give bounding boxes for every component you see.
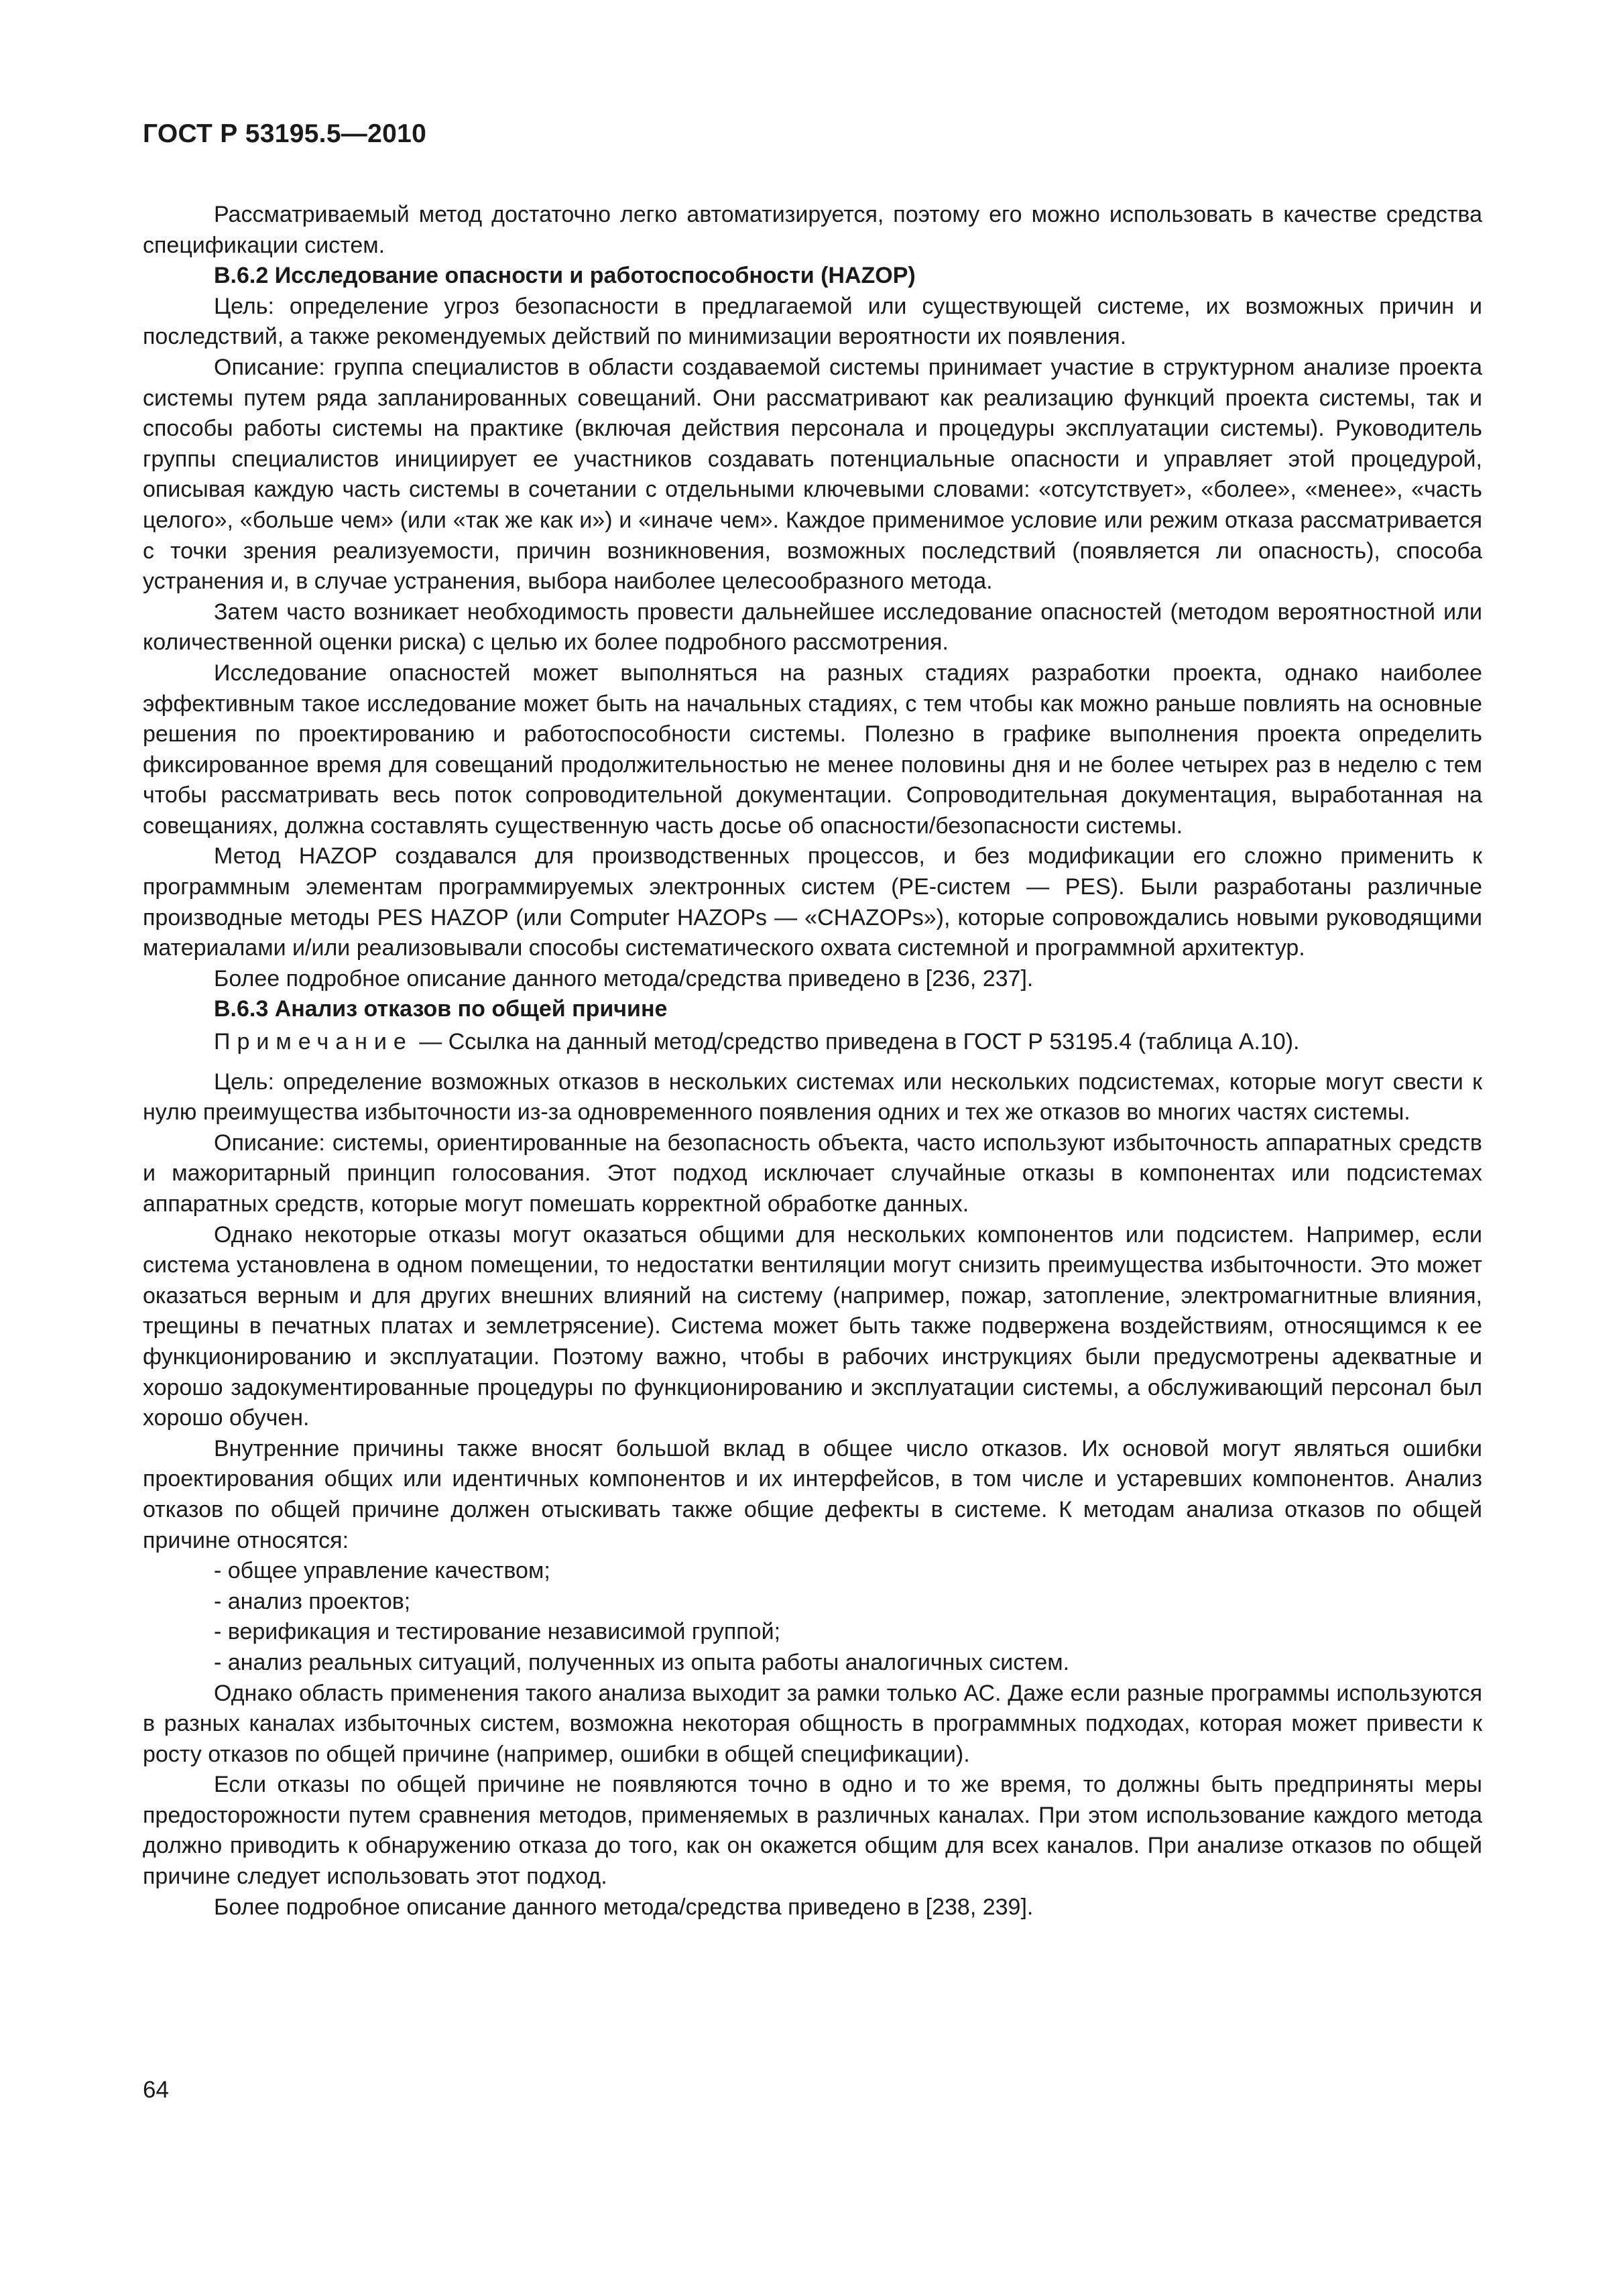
paragraph: Более подробное описание данного метода/средства приведено в [236, 237]. bbox=[214, 965, 1034, 991]
section-heading-b62: В.6.2 Исследование опасности и работоспособности (HAZOP) bbox=[214, 263, 916, 289]
list-item: - анализ реальных ситуаций, полученных из опыта работы аналогичных систем. bbox=[214, 1649, 1070, 1675]
paragraph: Цель: определение угроз безопасности в предлагаемой или существующей системе, их возможных причин и последствий, а также рекомендуемых действий по минимизации вероятности их появления. bbox=[143, 293, 1482, 350]
paragraph: Исследование опасностей может выполняться на разных стадиях разработки проекта, однако наиболее эффективным такое исследование может быть на начальных стадиях, с тем чтобы как можно раньше повлиять на основные решения по проектированию и работоспособности системы. Полезно в графике выполнения проекта определить фиксированное время для совещаний продолжительностью не менее половины дня и не более четырех раз в неделю с тем чтобы рассматривать весь поток сопроводительной документации. Сопроводительная документация, выработанная на совещаниях, должна составлять существенную часть досье об опасности/безопасности системы. bbox=[143, 660, 1482, 839]
page-number: 64 bbox=[143, 2077, 169, 2103]
list-item: - верификация и тестирование независимой группой; bbox=[214, 1619, 781, 1645]
document-body bbox=[143, 200, 1482, 1923]
section-heading-b63: В.6.3 Анализ отказов по общей причине bbox=[214, 996, 668, 1022]
paragraph: Затем часто возникает необходимость провести дальнейшее исследование опасностей (методом вероятностной или количественной оценки риска) с целью их более подробного рассмотрения. bbox=[143, 599, 1482, 656]
note-label: Примечание bbox=[214, 1029, 413, 1055]
paragraph: Цель: определение возможных отказов в нескольких системах или нескольких подсистемах, которые могут свести к нулю преимущества избыточности из-за одновременного появления одних и тех же отказов во многих частях системы. bbox=[143, 1069, 1482, 1126]
list-item: - анализ проектов; bbox=[214, 1588, 411, 1614]
paragraph: Рассматриваемый метод достаточно легко автоматизируется, поэтому его можно использовать в качестве средства спецификации систем. bbox=[143, 202, 1482, 258]
paragraph: Однако некоторые отказы могут оказаться общими для нескольких компонентов или подсистем. Например, если система установлена в одном помещении, то недостатки вентиляции могут снизить преимущества избыточности. Это может оказаться верным и для других внешних влияний на систему (например, пожар, затопление, электромагнитные влияния, трещины в печатных платах и землетрясение). Система может быть также подвержена воздействиям, относящимся к ее функционированию и эксплуатации. Поэтому важно, чтобы в рабочих инструкциях были предусмотрены адекватные и хорошо задокументированные процедуры по функционированию и эксплуатации системы, а обслуживающий персонал был хорошо обучен. bbox=[143, 1221, 1482, 1431]
note-text: — Ссылка на данный метод/средство приведена в ГОСТ Р 53195.4 (таблица А.10). bbox=[412, 1029, 1300, 1055]
paragraph: Описание: группа специалистов в области создаваемой системы принимает участие в структурном анализе проекта системы путем ряда запланированных совещаний. Они рассматривают как реализацию функций проекта системы, так и способы работы системы на практике (включая действия персонала и процедуры эксплуатации системы). Руководитель группы специалистов инициирует ее участников создавать потенциальные опасности и управляет этой процедурой, описывая каждую часть системы в сочетании с отдельными ключевыми словами: «отсутствует», «более», «менее», «часть целого», «больше чем» (или «так же как и») и «иначе чем». Каждое применимое условие или режим отказа рассматривается с точки зрения реализуемости, причин возникновения, возможных последствий (появляется ли опасность), способа устранения и, в случае устранения, выбора наиболее целесообразного метода. bbox=[143, 354, 1482, 595]
paragraph: Метод HAZOP создавался для производственных процессов, и без модификации его сложно применить к программным элементам программируемых электронных систем (PE-систем — PES). Были разработаны различные производные методы PES HAZOP (или Computer HAZOPs — «CHAZOPs»), которые сопровождались новыми руководящими материалами и/или реализовывали способы систематического охвата системной и программной архитектур. bbox=[143, 843, 1482, 961]
standard-header: ГОСТ Р 53195.5—2010 bbox=[143, 119, 427, 148]
note bbox=[143, 1027, 1482, 1058]
paragraph: Однако область применения такого анализа выходит за рамки только АС. Даже если разные программы используются в разных каналах избыточных систем, возможна некоторая общность в программных подходах, которая может привести к росту отказов по общей причине (например, ошибки в общей спецификации). bbox=[143, 1680, 1482, 1767]
list-item: - общее управление качеством; bbox=[214, 1558, 550, 1584]
paragraph: Описание: системы, ориентированные на безопасность объекта, часто используют избыточность аппаратных средств и мажоритарный принцип голосования. Этот подход исключает случайные отказы в компонентах или подсистемах аппаратных средств, которые могут помешать корректной обработке данных. bbox=[143, 1130, 1482, 1217]
paragraph: Более подробное описание данного метода/средства приведено в [238, 239]. bbox=[214, 1894, 1034, 1920]
paragraph: Если отказы по общей причине не появляются точно в одно и то же время, то должны быть предприняты меры предосторожности путем сравнения методов, применяемых в различных каналах. При этом использование каждого метода должно приводить к обнаружению отказа до того, как он окажется общим для всех каналов. При анализе отказов по общей причине следует использовать этот подход. bbox=[143, 1772, 1482, 1890]
paragraph: Внутренние причины также вносят большой вклад в общее число отказов. Их основой могут являться ошибки проектирования общих или идентичных компонентов и их интерфейсов, в том числе и устаревших компонентов. Анализ отказов по общей причине должен отыскивать также общие дефекты в системе. К методам анализа отказов по общей причине относятся: bbox=[143, 1435, 1482, 1553]
